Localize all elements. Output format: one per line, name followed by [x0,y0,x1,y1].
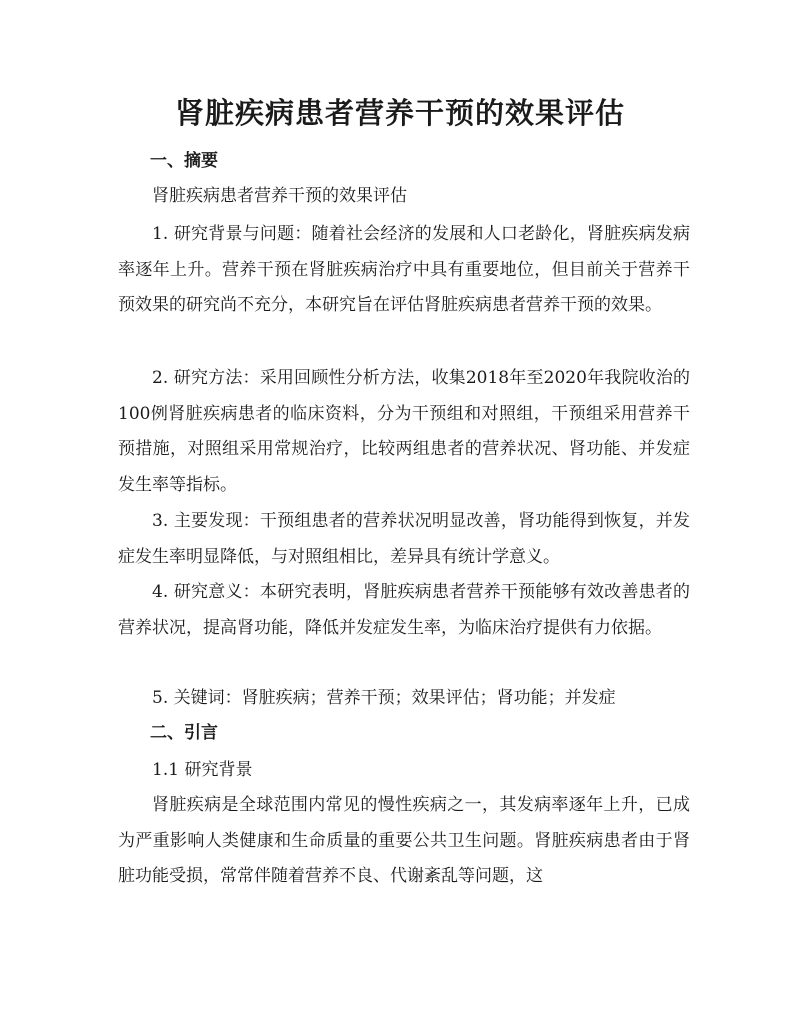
abstract-paragraph-4: 4. 研究意义：本研究表明，肾脏疾病患者营养干预能够有效改善患者的营养状况，提高肾功能，降低并发症发生率，为临床治疗提供有力依据。 [118,582,690,638]
abstract-paragraph-2: 2. 研究方法：采用回顾性分析方法，收集2018年至2020年我院收治的100例肾脏疾病患者的临床资料，分为干预组和对照组，干预组采用营养干预措施，对照组采用常规治疗，比较两组患者的营养状况、肾功能、并发症发生率等指标。 [118,368,690,496]
page-title: 肾脏疾病患者营养干预的效果评估 [174,96,625,130]
abstract-subtitle: 肾脏疾病患者营养干预的效果评估 [152,186,407,206]
abstract-heading: 一、摘要 [150,151,218,171]
abstract-paragraph-1: 1. 研究背景与问题：随着社会经济的发展和人口老龄化，肾脏疾病发病率逐年上升。营养干预在肾脏疾病治疗中具有重要地位，但目前关于营养干预效果的研究尚不充分，本研究旨在评估肾脏疾病患者营养干预的效果。 [118,224,690,316]
intro-paragraph-1: 肾脏疾病是全球范围内常见的慢性疾病之一，其发病率逐年上升，已成为严重影响人类健康和生命质量的重要公共卫生问题。肾脏疾病患者由于肾脏功能受损，常常伴随着营养不良、代谢紊乱等问题，这 [118,795,690,887]
intro-subheading: 1.1 研究背景 [152,760,253,780]
abstract-paragraph-3: 3. 主要发现：干预组患者的营养状况明显改善，肾功能得到恢复，并发症发生率明显降低，与对照组相比，差异具有统计学意义。 [118,511,690,567]
keywords-line: 5. 关键词：肾脏疾病；营养干预；效果评估；肾功能；并发症 [152,688,616,708]
introduction-heading: 二、引言 [150,723,218,743]
